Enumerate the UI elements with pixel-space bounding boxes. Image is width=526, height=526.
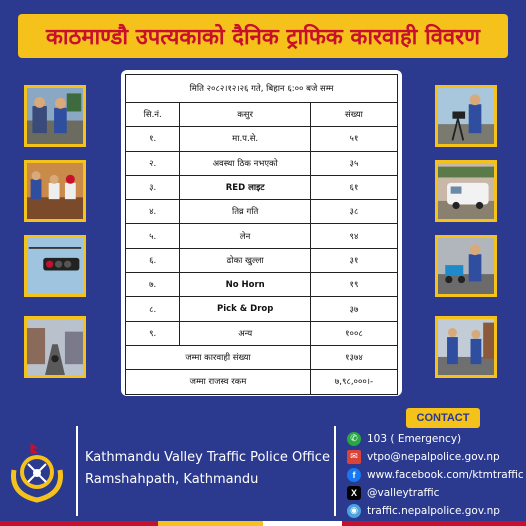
traffic-action-table <box>125 74 398 395</box>
table-row <box>126 127 398 151</box>
photo-motorbike-check <box>435 235 497 297</box>
photo-office-desk <box>24 160 86 222</box>
row-count: १००८ <box>310 321 397 345</box>
revenue-value: ७,९८,०००।- <box>310 370 397 394</box>
mail-icon: ✉ <box>347 450 361 464</box>
row-offense: ढोका खुल्ला <box>180 248 311 272</box>
row-sn: ६. <box>126 248 180 272</box>
facebook-icon: f <box>347 468 361 482</box>
revenue-row <box>126 370 398 394</box>
contact-facebook[interactable] <box>347 468 524 482</box>
row-sn: ४. <box>126 200 180 224</box>
row-count: ३७ <box>310 297 397 321</box>
contact-phone-text: 103 ( Emergency) <box>367 433 462 445</box>
column-header-offense: कसुर <box>180 103 311 127</box>
contact-x[interactable] <box>347 486 439 500</box>
table-row <box>126 297 398 321</box>
globe-icon: ◉ <box>347 504 361 518</box>
row-sn: २. <box>126 151 180 175</box>
row-sn: ८. <box>126 297 180 321</box>
row-offense: अन्य <box>180 321 311 345</box>
photo-van <box>435 160 497 222</box>
traffic-action-table-card <box>121 70 402 396</box>
row-count: ९४ <box>310 224 397 248</box>
table-row <box>126 224 398 248</box>
row-offense: मा.प.से. <box>180 127 311 151</box>
row-count: १९ <box>310 273 397 297</box>
row-offense: RED लाइट <box>180 175 311 199</box>
contact-website[interactable] <box>347 504 500 518</box>
row-sn: ५. <box>126 224 180 248</box>
bottom-color-stripe <box>0 521 526 526</box>
phone-icon: ✆ <box>347 432 361 446</box>
table-row <box>126 200 398 224</box>
total-label: जम्मा कारवाही संख्या <box>126 345 311 369</box>
row-sn: ९. <box>126 321 180 345</box>
nepal-police-emblem <box>6 436 68 504</box>
row-sn: ३. <box>126 175 180 199</box>
contact-facebook-text: www.facebook.com/ktmtraffic <box>367 469 524 481</box>
contact-phone[interactable] <box>347 432 461 446</box>
table-header-row <box>126 103 398 127</box>
row-sn: ७. <box>126 273 180 297</box>
office-name: Kathmandu Valley Traffic Police Office <box>85 450 330 465</box>
contact-website-text: traffic.nepalpolice.gov.np <box>367 505 500 517</box>
table-row <box>126 321 398 345</box>
row-count: ६१ <box>310 175 397 199</box>
table-row <box>126 151 398 175</box>
report-date: मिति २०८२।१२।२६ गते, बिहान ६:०० बजे सम्म <box>126 75 398 103</box>
photo-police-checkpoint <box>24 85 86 147</box>
photo-officers-street <box>435 316 497 378</box>
contact-badge: CONTACT <box>406 408 480 428</box>
photo-speed-camera <box>435 85 497 147</box>
photo-street-road <box>24 316 86 378</box>
row-offense: लेन <box>180 224 311 248</box>
revenue-label: जम्मा राजस्व रकम <box>126 370 311 394</box>
row-count: ३१ <box>310 248 397 272</box>
date-row <box>126 75 398 103</box>
table-row <box>126 273 398 297</box>
table-row <box>126 175 398 199</box>
column-header-count: संख्या <box>310 103 397 127</box>
row-offense: No Horn <box>180 273 311 297</box>
row-count: ३५ <box>310 151 397 175</box>
photo-traffic-light <box>24 235 86 297</box>
total-value: १३७४ <box>310 345 397 369</box>
contact-email[interactable] <box>347 450 500 464</box>
contact-x-text: @valleytraffic <box>367 487 440 499</box>
contact-email-text: vtpo@nepalpolice.gov.np <box>367 451 500 463</box>
row-offense: Pick & Drop <box>180 297 311 321</box>
footer-divider-right <box>334 426 336 516</box>
row-sn: १. <box>126 127 180 151</box>
total-row <box>126 345 398 369</box>
table-row <box>126 248 398 272</box>
column-header-sn: सि.नं. <box>126 103 180 127</box>
page-title: काठमाण्डौ उपत्यकाको दैनिक ट्राफिक कारवाही विवरण <box>18 14 508 58</box>
row-offense: तिव्र गति <box>180 200 311 224</box>
row-offense: अवस्था ठिक नभएको <box>180 151 311 175</box>
row-count: ५१ <box>310 127 397 151</box>
x-icon: X <box>347 486 361 500</box>
office-address: Ramshahpath, Kathmandu <box>85 472 259 487</box>
footer-divider-left <box>76 426 78 516</box>
row-count: ३८ <box>310 200 397 224</box>
